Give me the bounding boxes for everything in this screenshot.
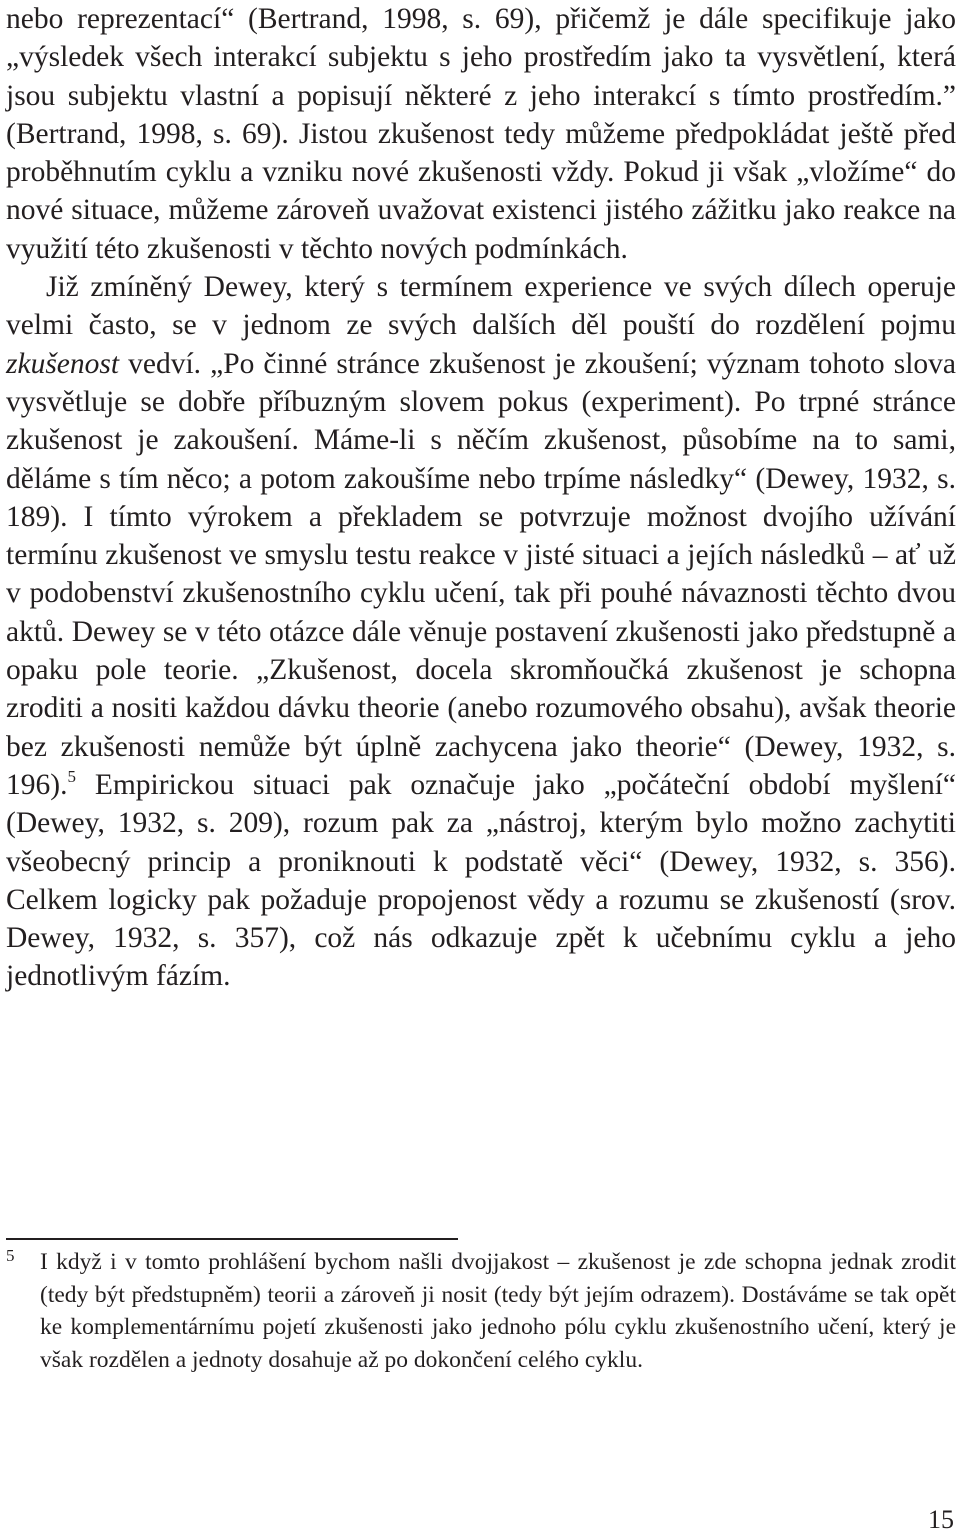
- footnote-divider: [6, 1238, 458, 1240]
- paragraph-2-text-a: Již zmíněný Dewey, který s termínem experience ve svých dílech operuje velmi často, se v jednom ze svých dalších děl pouští do rozdělení pojmu: [6, 271, 956, 342]
- paragraph-2-text-b: vedví. „Po činné stránce zkušenost je zkoušení; význam tohoto slova vysvětluje se dobře příbuzným slovem pokus (experiment). Po trpné stránce zkušenost je zakoušení. Máme-li s něčím zkušenost, působíme na to sami, děláme s tím něco; a potom zakoušíme nebo trpíme následky“ (Dewey, 1932, s. 189). I tímto výrokem a překladem se potvrzuje možnost dvojího užívání termínu zkušenost ve smyslu testu reakce v jisté situaci a jejích následků – ať už v podobenství zkušenostního cyklu učení, tak při pouhé návaznosti těchto dvou aktů. Dewey se v této otázce dále věnuje postavení zkušenosti jako předstupně a opaku pole teorie. „Zkušenost, docela skromňoučká zkušenost je schopna zroditi a nositi každou dávku theorie (anebo rozumového obsahu), avšak theorie bez zkušenosti nemůže být úplně zachycena jako theorie“ (Dewey, 1932, s. 196).: [6, 347, 956, 801]
- paragraph-1-text: nebo reprezentací“ (Bertrand, 1998, s. 69), přičemž je dále specifikuje jako „výsledek všech interakcí subjektu s jeho prostředím jako ta vysvětlení, která jsou subjektu vlastní a popisují některé z jeho interakcí s tímto prostředím.” (Bertrand, 1998, s. 69). Jistou zkušenost tedy můžeme předpokládat ještě před proběhnutím cyklu a vzniku nové zkušenosti vždy. Pokud ji však „vložíme“ do nové situace, můžeme zároveň uvažovat existenci jistého zážitku jako reakce na využití této zkušenosti v těchto nových podmínkách.: [6, 3, 956, 265]
- paragraph-2-text-c: Empirickou situaci pak označuje jako „počáteční období myšlení“ (Dewey, 1932, s. 209), rozum pak za „nástroj, kterým bylo možno zachytiti všeobecný princip a proniknouti k podstatě věci“ (Dewey, 1932, s. 356). Celkem logicky pak požaduje propojenost vědy a rozumu se zkušeností (srov. Dewey, 1932, s. 357), což nás odkazuje zpět k učebnímu cyklu a jeho jednotlivým fázím.: [6, 768, 956, 993]
- emphasized-term: zkušenost: [6, 347, 120, 380]
- paragraph-1: [6, 0, 956, 268]
- main-text: [6, 0, 956, 996]
- footnote: [6, 1246, 956, 1376]
- footnote-number: 5: [6, 1246, 15, 1265]
- paragraph-2: [6, 268, 956, 996]
- footnote-text: I když i v tomto prohlášení bychom našli dvojjakost – zkušenost je zde schopna jednak zrodit (tedy být předstupněm) teorii a zároveň ji nosit (tedy být jejím odrazem). Dostáváme se tak opět ke komplementárnímu pojetí zkušenosti jako jednoho pólu cyklu zkušenostního učení, který je však rozdělen a jednoty dosahuje až po dokončení celého cyklu.: [40, 1249, 956, 1373]
- footnote-reference[interactable]: 5: [67, 766, 76, 786]
- page-number: 15: [928, 1505, 954, 1534]
